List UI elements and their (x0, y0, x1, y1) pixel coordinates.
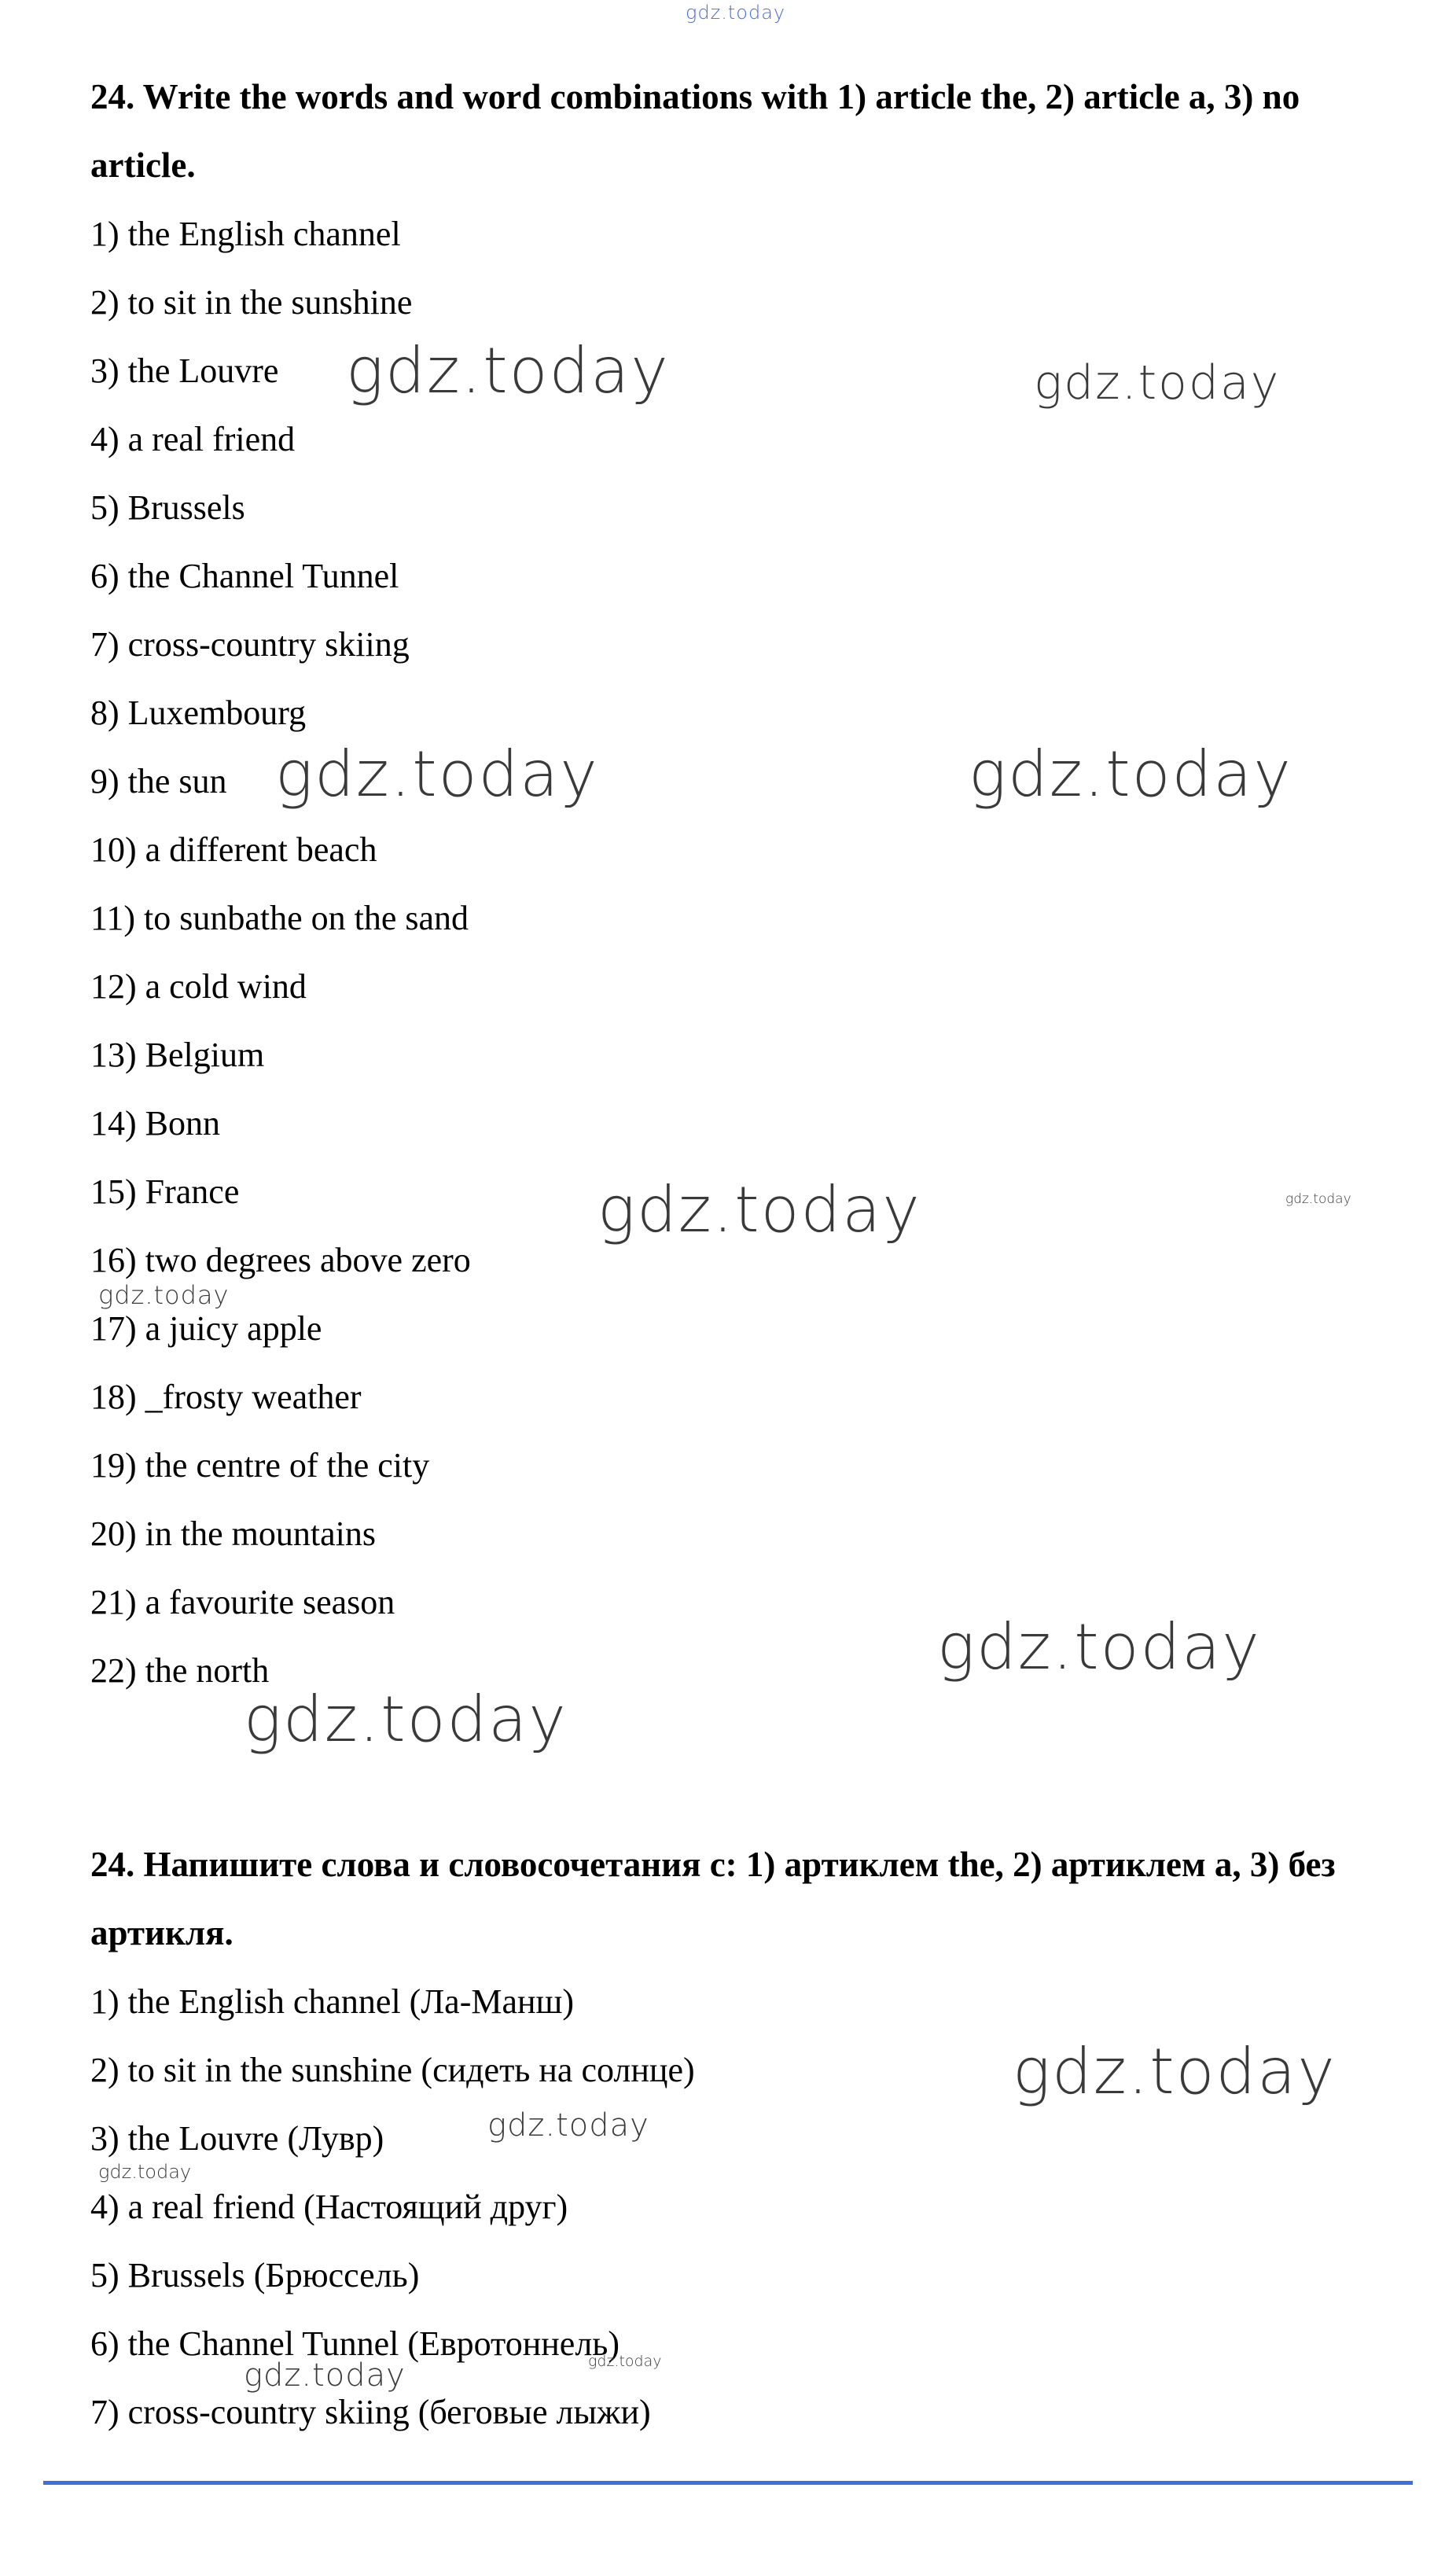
list-item: 22) the north (90, 1651, 270, 1690)
list-item: 1) the English channel (90, 215, 401, 253)
list-item: 2) to sit in the sunshine (сидеть на солнце) (90, 2051, 695, 2089)
watermark: gdz.today (597, 1173, 921, 1246)
list-item: 5) Brussels (90, 488, 245, 527)
exercise-title-en: 24. Write the words and word combinations with 1) article the, 2) article a, 3) no article. (90, 77, 1300, 185)
watermark: gdz.today (937, 1610, 1261, 1684)
list-item: 12) a cold wind (90, 967, 307, 1006)
watermark: gdz.today (1285, 1191, 1351, 1207)
watermark: gdz.today (98, 2161, 192, 2183)
list-item: 8) Luxembourg (90, 694, 307, 732)
watermark: gdz.today (244, 2357, 406, 2394)
exercise-list-en (90, 200, 1384, 1705)
list-item: 10) a different beach (90, 830, 377, 869)
list-item: 5) Brussels (Брюссель) (90, 2256, 420, 2295)
list-item: 17) a juicy apple (90, 1309, 322, 1348)
watermark: gdz.today (588, 2353, 662, 2370)
list-item: 6) the Channel Tunnel (Евротоннель) (90, 2324, 620, 2363)
watermark: gdz.today (487, 2107, 649, 2144)
list-item: 18) _frosty weather (90, 1378, 362, 1416)
list-item: 13) Belgium (90, 1036, 265, 1074)
list-item: 21) a favourite season (90, 1583, 395, 1621)
bottom-divider (43, 2481, 1413, 2485)
list-item: 19) the centre of the city (90, 1446, 430, 1485)
watermark: gdz.today (1013, 2035, 1337, 2108)
exercise-list-ru (90, 1967, 1384, 2446)
list-item: 7) cross-country skiing (беговые лыжи) (90, 2393, 651, 2431)
list-item: 3) the Louvre (Лувр) (90, 2119, 384, 2158)
list-item: 11) to sunbathe on the sand (90, 899, 469, 937)
list-item: 16) two degrees above zero (90, 1241, 471, 1279)
list-item: 1) the English channel (Ла-Манш) (90, 1982, 575, 2021)
watermark: gdz.today (275, 738, 599, 811)
list-item: 6) the Channel Tunnel (90, 557, 399, 595)
watermark: gdz.today (244, 1683, 568, 1756)
watermark: gdz.today (346, 334, 670, 407)
watermark: gdz.today (686, 2, 786, 24)
exercise-section-english (90, 63, 1384, 1705)
list-item: 4) a real friend (90, 420, 296, 458)
page-content (90, 63, 1384, 2446)
list-item: 15) France (90, 1172, 240, 1211)
exercise-title-ru: 24. Напишите слова и словосочетания с: 1) артиклем the, 2) артиклем а, 3) без артикля. (90, 1845, 1336, 1952)
watermark: gdz.today (98, 1280, 230, 1310)
list-item: 7) cross-country skiing (90, 625, 410, 664)
watermark: gdz.today (969, 738, 1292, 811)
list-item: 9) the sun (90, 762, 227, 800)
list-item: 3) the Louvre (90, 351, 279, 390)
list-item: 14) Bonn (90, 1104, 220, 1143)
list-item: 4) a real friend (Настоящий друг) (90, 2188, 568, 2226)
exercise-section-russian (90, 1831, 1384, 2446)
watermark: gdz.today (1034, 355, 1281, 410)
list-item: 20) in the mountains (90, 1514, 376, 1553)
list-item: 2) to sit in the sunshine (90, 283, 413, 322)
